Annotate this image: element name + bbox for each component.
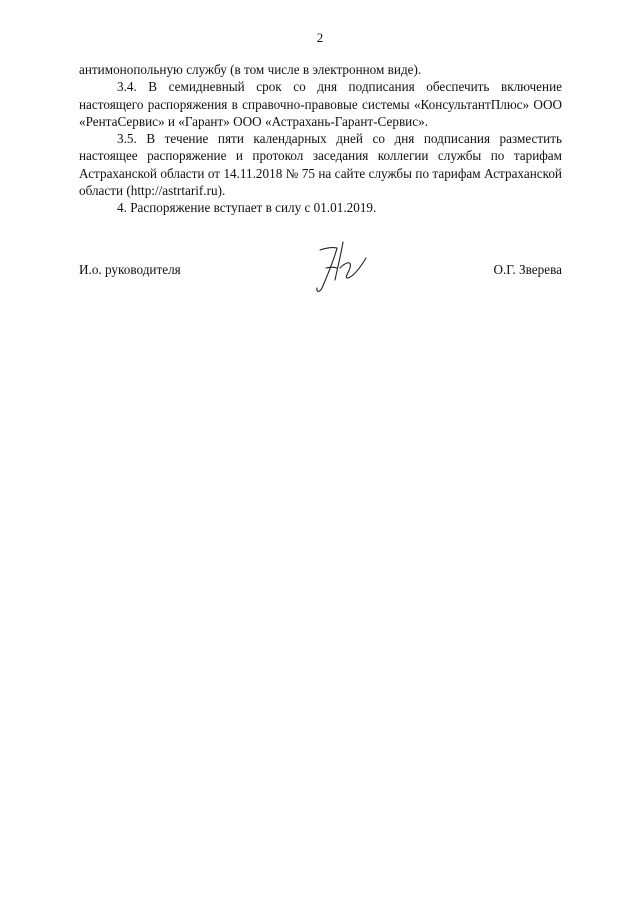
document-body	[79, 61, 562, 217]
signatory-name: О.Г. Зверева	[493, 262, 562, 277]
handwritten-signature	[310, 238, 372, 296]
paragraph-3-5: 3.5. В течение пяти календарных дней со дня подписания разместить настоящее распоряжение и протокол заседания коллегии службы по тарифам Астраханской области от 14.11.2018 № 75 на сайте службы по тарифам Астраханской области (http://astrtarif.ru).	[79, 131, 562, 199]
signatory-title: И.о. руководителя	[79, 262, 181, 277]
paragraph-4: 4. Распоряжение вступает в силу с 01.01.2019.	[117, 200, 377, 216]
paragraph-continuation: антимонопольную службу (в том числе в электронном виде).	[79, 62, 422, 77]
paragraph-3-4: 3.4. В семидневный срок со дня подписания обеспечить включение настоящего распоряжения в справочно-правовые системы «КонсультантПлюс» ООО «РентаСервис» и «Гарант» ООО «Астрахань-Гарант-Сервис».	[79, 79, 562, 129]
page-number: 2	[316, 30, 324, 45]
